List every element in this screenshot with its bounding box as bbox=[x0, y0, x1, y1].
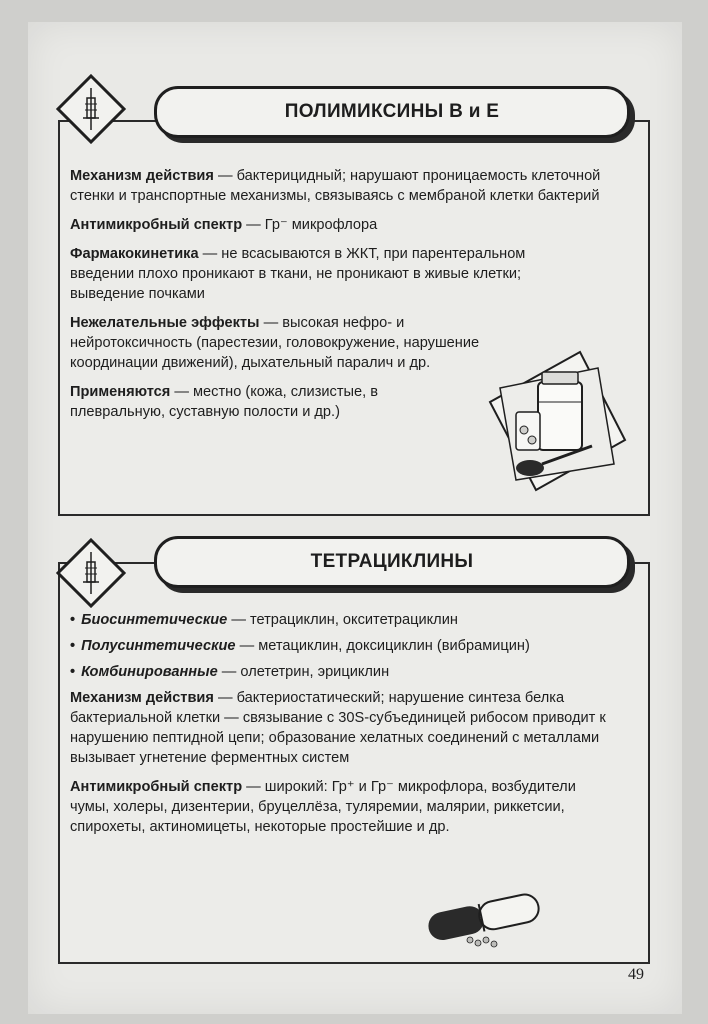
paragraph-side-effects bbox=[70, 313, 480, 373]
section-title-polymyxins: ПОЛИМИКСИНЫ В и Е bbox=[154, 86, 630, 138]
bullet-text: — олететрин, эрициклин bbox=[217, 664, 390, 680]
bullet-semisynthetic bbox=[70, 636, 540, 656]
medicine-bottle-spoon-icon bbox=[480, 344, 630, 492]
bullet-text: — тетрациклин, окситетрациклин bbox=[227, 612, 458, 628]
bullet-label: Биосинтетические bbox=[81, 612, 228, 628]
paragraph-mechanism bbox=[70, 166, 610, 206]
paragraph-label: Антимикробный спектр bbox=[70, 779, 243, 795]
paragraph-text: — бактериостатический; нарушение синтеза белка бактериальной клетки — связывание с 30S-субъединицей рибосом приводит к нарушению пептидной цепи; образование хелатных соединений с металлами вызывает угнетение ферментных систем bbox=[70, 690, 606, 766]
paragraph-usage bbox=[70, 382, 450, 422]
paragraph-pharmacokinetics bbox=[70, 244, 570, 304]
paragraph-spectrum bbox=[70, 777, 590, 837]
section-content-tetracyclines bbox=[70, 610, 610, 846]
paragraph-mechanism bbox=[70, 688, 610, 768]
bullet-biosynthetic bbox=[70, 610, 610, 630]
paragraph-text: — местно (кожа, слизистые, в плевральную, суставную полости и др.) bbox=[70, 384, 378, 420]
paragraph-label: Механизм действия bbox=[70, 690, 214, 706]
paragraph-text: — не всасываются в ЖКТ, при парентеральном введении плохо проникают в ткани, не проникают в живые клетки; выведение почками bbox=[70, 246, 526, 302]
paragraph-text: — широкий: Гр⁺ и Гр⁻ микрофлора, возбудители чумы, холеры, дизентерии, бруцеллёза, туляремии, малярии, риккетсии, спирохеты, актиномицеты, некоторые простейшие и др. bbox=[70, 779, 576, 835]
syringe-diamond-icon bbox=[56, 74, 126, 144]
page-number: 49 bbox=[628, 966, 644, 983]
capsule-icon bbox=[420, 888, 560, 950]
bullet-dot-icon: • bbox=[70, 638, 76, 654]
paragraph-label: Антимикробный спектр bbox=[70, 217, 243, 233]
paragraph-spectrum bbox=[70, 215, 610, 235]
bullet-text: — метациклин, доксициклин (вибрамицин) bbox=[235, 638, 530, 654]
paragraph-label: Фармакокинетика bbox=[70, 246, 199, 262]
paragraph-label: Механизм действия bbox=[70, 168, 214, 184]
paragraph-text: — Гр⁻ микрофлора bbox=[242, 217, 378, 233]
paragraph-label: Нежелательные эффекты bbox=[70, 315, 260, 331]
section-title-tetracyclines: ТЕТРАЦИКЛИНЫ bbox=[154, 536, 630, 588]
bullet-label: Полусинтетические bbox=[81, 638, 236, 654]
paragraph-label: Применяются bbox=[70, 384, 171, 400]
paragraph-text: — бактерицидный; нарушают проницаемость клеточной стенки и транспортные механизмы, связываясь с мембраной клетки бактерий bbox=[70, 168, 601, 204]
syringe-diamond-icon bbox=[56, 538, 126, 608]
bullet-label: Комбинированные bbox=[81, 664, 218, 680]
bullet-dot-icon: • bbox=[70, 664, 76, 680]
bullet-combined bbox=[70, 662, 610, 682]
bullet-dot-icon: • bbox=[70, 612, 76, 628]
paragraph-text: — высокая нефро- и нейротоксичность (парестезии, головокружение, нарушение координации движений), дыхательный паралич и др. bbox=[70, 315, 480, 371]
